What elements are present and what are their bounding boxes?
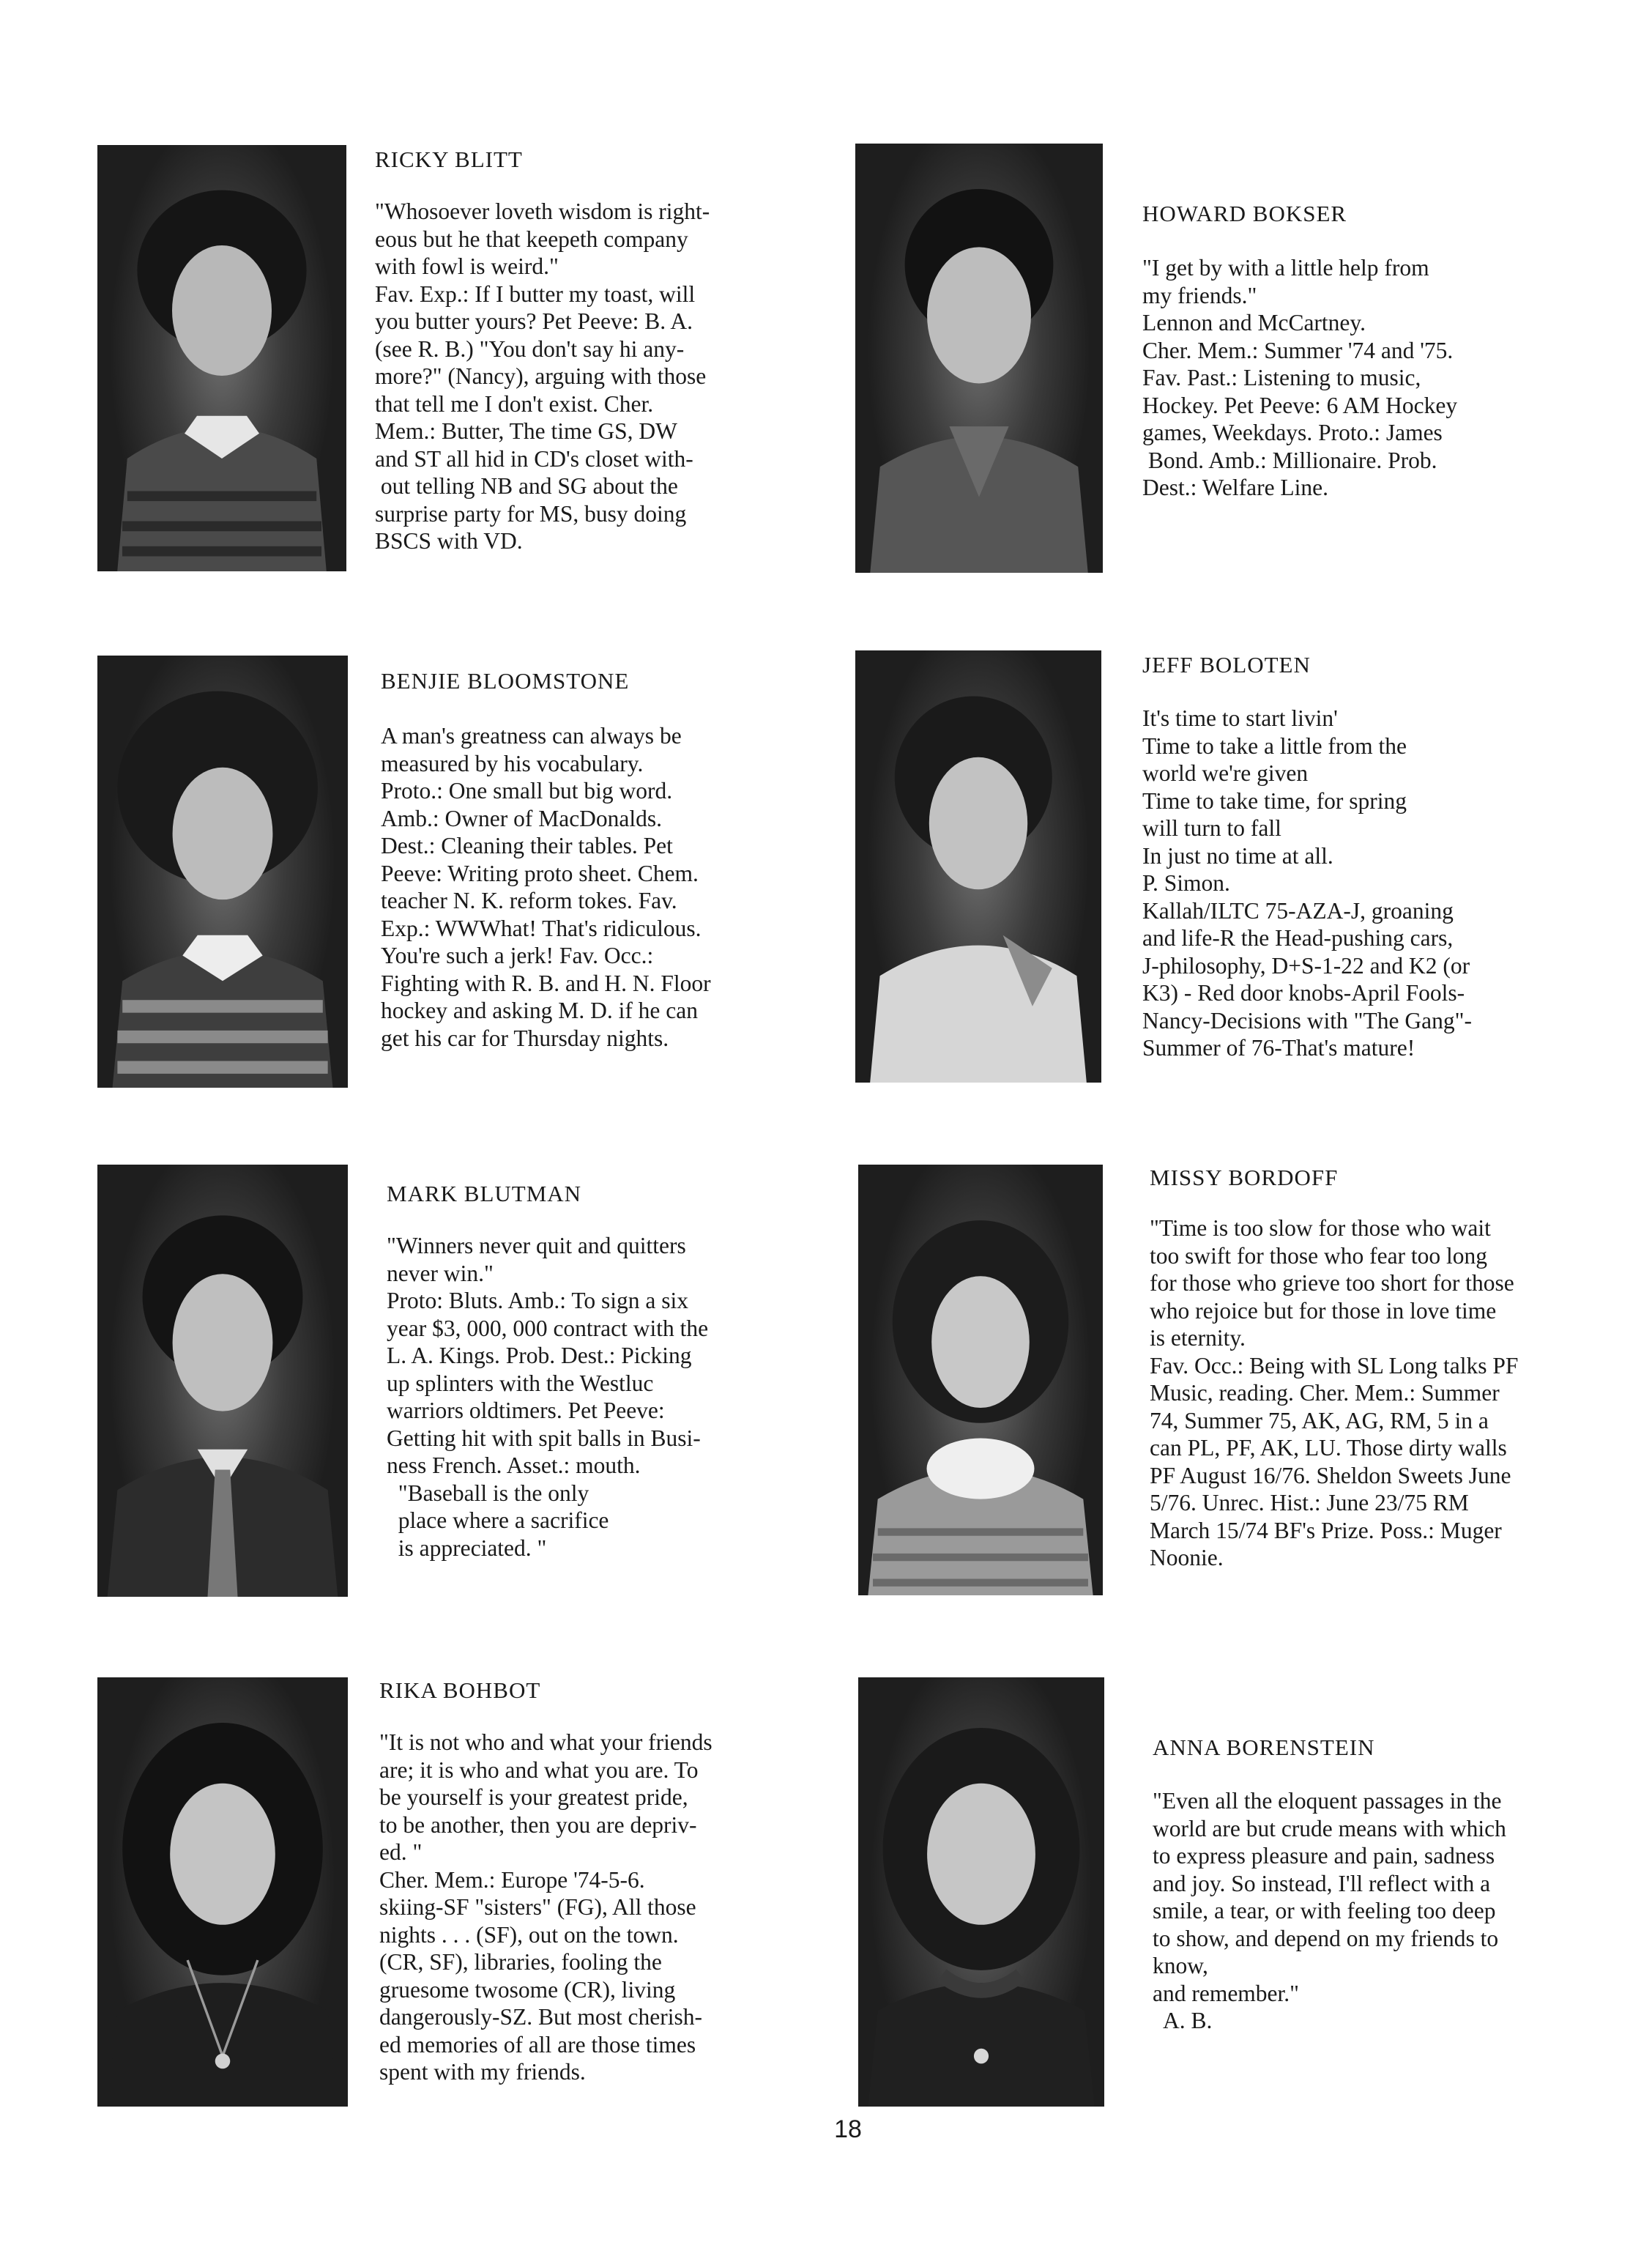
bio-line: year $3, 000, 000 contract with the bbox=[387, 1315, 709, 1341]
bio-line: Hockey. Pet Peeve: 6 AM Hockey bbox=[1142, 392, 1458, 418]
bio-line: 74, Summer 75, AK, AG, RM, 5 in a bbox=[1150, 1407, 1489, 1433]
bio-line: Peeve: Writing proto sheet. Chem. bbox=[381, 860, 699, 886]
bio-line: Noonie. bbox=[1150, 1545, 1224, 1570]
bio-line: Dest.: Cleaning their tables. Pet bbox=[381, 833, 673, 858]
portrait-photo-mark-blutman bbox=[97, 1165, 348, 1597]
bio-line: Lennon and McCartney. bbox=[1142, 310, 1366, 335]
student-entry-rika-bohbot bbox=[379, 1677, 712, 2086]
bio-line: Time to take a little from the bbox=[1142, 732, 1407, 759]
bio-line: Dest.: Welfare Line. bbox=[1142, 475, 1329, 500]
portrait-photo-anna-borenstein bbox=[858, 1677, 1104, 2107]
bio-line: with fowl is weird." bbox=[375, 253, 559, 279]
bio-line: be yourself is your greatest pride, bbox=[379, 1784, 688, 1810]
bio-line: (see R. B.) "You don't say hi any- bbox=[375, 335, 685, 362]
student-name: HOWARD BOKSER bbox=[1142, 201, 1347, 226]
portrait-photo-jeff-boloten bbox=[855, 650, 1101, 1083]
student-entry-mark-blutman bbox=[387, 1181, 708, 1562]
student-entry-benjie-bloomstone bbox=[381, 668, 711, 1052]
bio-line: are; it is who and what you are. To bbox=[379, 1756, 699, 1783]
bio-line: and life-R the Head-pushing cars, bbox=[1142, 925, 1454, 951]
bio-line: and remember." bbox=[1153, 1980, 1300, 2006]
bio-line: A man's greatness can always be bbox=[381, 723, 682, 749]
bio-line: you butter yours? Pet Peeve: B. A. bbox=[375, 308, 693, 334]
student-bio bbox=[1150, 1214, 1518, 1572]
bio-line: Fav. Past.: Listening to music, bbox=[1142, 365, 1421, 390]
page-number: 18 bbox=[834, 2115, 862, 2143]
bio-line: and joy. So instead, I'll reflect with a bbox=[1153, 1870, 1491, 1896]
bio-line: is appreciated. " bbox=[387, 1535, 547, 1561]
bio-line: "Whosoever loveth wisdom is right- bbox=[375, 198, 710, 224]
bio-line: can PL, PF, AK, LU. Those dirty walls bbox=[1150, 1435, 1507, 1461]
bio-line: dangerously-SZ. But most cherish- bbox=[379, 2004, 702, 2030]
bio-line: teacher N. K. reform tokes. Fav. bbox=[381, 888, 677, 913]
portrait-photo-rika-bohbot bbox=[97, 1677, 348, 2107]
bio-line: to express pleasure and pain, sadness bbox=[1153, 1843, 1495, 1869]
bio-line: skiing-SF "sisters" (FG), All those bbox=[379, 1894, 696, 1920]
bio-line: get his car for Thursday nights. bbox=[381, 1025, 669, 1051]
bio-line: Fighting with R. B. and H. N. Floor bbox=[381, 970, 711, 996]
bio-line: to be another, then you are depriv- bbox=[379, 1811, 697, 1838]
bio-line: Summer of 76-That's mature! bbox=[1142, 1035, 1415, 1061]
student-entry-jeff-boloten bbox=[1142, 652, 1472, 1062]
student-bio bbox=[381, 722, 711, 1052]
bio-line: gruesome twosome (CR), living bbox=[379, 1976, 676, 2003]
bio-line: Fav. Occ.: Being with SL Long talks PF bbox=[1150, 1352, 1519, 1379]
student-name: MARK BLUTMAN bbox=[387, 1181, 582, 1206]
bio-line: In just no time at all. bbox=[1142, 842, 1333, 869]
bio-line: world we're given bbox=[1142, 760, 1309, 786]
bio-line: eous but he that keepeth company bbox=[375, 226, 688, 252]
portrait-photo-ricky-blitt bbox=[97, 145, 346, 571]
portrait-photo-missy-bordoff bbox=[858, 1165, 1103, 1595]
bio-line: "Baseball is the only bbox=[387, 1480, 589, 1506]
bio-line: for those who grieve too short for those bbox=[1150, 1270, 1514, 1296]
portrait-photo-howard-bokser bbox=[855, 144, 1103, 573]
bio-line: too swift for those who fear too long bbox=[1150, 1242, 1488, 1269]
student-name: RIKA BOHBOT bbox=[379, 1677, 541, 1703]
bio-line: games, Weekdays. Proto.: James bbox=[1142, 420, 1443, 445]
bio-line: who rejoice but for those in love time bbox=[1150, 1297, 1497, 1324]
bio-line: Music, reading. Cher. Mem.: Summer bbox=[1150, 1380, 1500, 1406]
bio-line: J-philosophy, D+S-1-22 and K2 (or bbox=[1142, 952, 1470, 979]
student-name: BENJIE BLOOMSTONE bbox=[381, 668, 630, 694]
bio-line: Fav. Exp.: If I butter my toast, will bbox=[375, 281, 696, 307]
bio-line: Nancy-Decisions with "The Gang"- bbox=[1142, 1007, 1472, 1034]
bio-line: You're such a jerk! Fav. Occ.: bbox=[381, 943, 654, 968]
bio-line: is eternity. bbox=[1150, 1325, 1246, 1351]
bio-line: BSCS with VD. bbox=[375, 528, 523, 554]
bio-line: "Time is too slow for those who wait bbox=[1150, 1215, 1491, 1241]
bio-line: will turn to fall bbox=[1142, 815, 1281, 841]
bio-line: "Even all the eloquent passages in the bbox=[1153, 1788, 1502, 1814]
bio-line: and ST all hid in CD's closet with- bbox=[375, 445, 693, 472]
bio-line: Amb.: Owner of MacDonalds. bbox=[381, 805, 663, 831]
bio-line: spent with my friends. bbox=[379, 2059, 586, 2085]
bio-line: my friends." bbox=[1142, 282, 1257, 308]
bio-line: warriors oldtimers. Pet Peeve: bbox=[387, 1398, 665, 1423]
student-entry-ricky-blitt bbox=[375, 146, 710, 555]
bio-line: March 15/74 BF's Prize. Poss.: Muger bbox=[1150, 1517, 1502, 1543]
bio-line: L. A. Kings. Prob. Dest.: Picking bbox=[387, 1343, 692, 1368]
bio-line: It's time to start livin' bbox=[1142, 705, 1338, 731]
bio-line: Bond. Amb.: Millionaire. Prob. bbox=[1142, 447, 1437, 473]
student-name: RICKY BLITT bbox=[375, 146, 523, 172]
bio-line: smile, a tear, or with feeling too deep bbox=[1153, 1898, 1496, 1923]
bio-line: surprise party for MS, busy doing bbox=[375, 500, 687, 527]
bio-line: nights . . . (SF), out on the town. bbox=[379, 1921, 679, 1948]
student-entry-anna-borenstein bbox=[1153, 1734, 1506, 2035]
student-bio bbox=[375, 198, 710, 555]
bio-line: P. Simon. bbox=[1142, 870, 1230, 896]
bio-line: up splinters with the Westluc bbox=[387, 1370, 654, 1396]
student-bio bbox=[1142, 705, 1472, 1062]
bio-line: A. B. bbox=[1153, 2008, 1213, 2033]
bio-line: out telling NB and SG about the bbox=[375, 473, 678, 499]
bio-line: to show, and depend on my friends to bbox=[1153, 1925, 1499, 1951]
bio-line: ed. " bbox=[379, 1839, 423, 1865]
student-bio bbox=[379, 1729, 712, 2086]
bio-line: Proto: Bluts. Amb.: To sign a six bbox=[387, 1288, 689, 1313]
bio-line: K3) - Red door knobs-April Fools- bbox=[1142, 980, 1465, 1006]
bio-line: ness French. Asset.: mouth. bbox=[387, 1452, 641, 1478]
bio-line: Exp.: WWWhat! That's ridiculous. bbox=[381, 915, 702, 941]
portrait-photo-benjie-bloomstone bbox=[97, 656, 348, 1088]
bio-line: "It is not who and what your friends bbox=[379, 1729, 712, 1755]
student-name: JEFF BOLOTEN bbox=[1142, 652, 1311, 678]
bio-line: Proto.: One small but big word. bbox=[381, 778, 673, 804]
bio-line: hockey and asking M. D. if he can bbox=[381, 998, 699, 1023]
student-name: MISSY BORDOFF bbox=[1150, 1165, 1339, 1190]
bio-line: never win." bbox=[387, 1260, 494, 1286]
student-bio bbox=[1142, 254, 1457, 502]
bio-line: know, bbox=[1153, 1953, 1208, 1978]
bio-line: "Winners never quit and quitters bbox=[387, 1233, 686, 1258]
student-bio bbox=[1153, 1787, 1506, 2035]
bio-line: that tell me I don't exist. Cher. bbox=[375, 390, 654, 417]
bio-line: Getting hit with spit balls in Busi- bbox=[387, 1425, 701, 1451]
student-entry-missy-bordoff bbox=[1150, 1165, 1518, 1572]
bio-line: ed memories of all are those times bbox=[379, 2031, 696, 2058]
bio-line: (CR, SF), libraries, fooling the bbox=[379, 1949, 662, 1975]
bio-line: world are but crude means with which bbox=[1153, 1815, 1506, 1841]
student-bio bbox=[387, 1232, 708, 1562]
bio-line: Cher. Mem.: Europe '74-5-6. bbox=[379, 1866, 645, 1893]
bio-line: "I get by with a little help from bbox=[1142, 255, 1429, 281]
bio-line: Kallah/ILTC 75-AZA-J, groaning bbox=[1142, 897, 1454, 924]
bio-line: Time to take time, for spring bbox=[1142, 787, 1407, 814]
student-name: ANNA BORENSTEIN bbox=[1153, 1734, 1375, 1760]
bio-line: measured by his vocabulary. bbox=[381, 750, 644, 776]
bio-line: 5/76. Unrec. Hist.: June 23/75 RM bbox=[1150, 1490, 1469, 1515]
bio-line: Cher. Mem.: Summer '74 and '75. bbox=[1142, 337, 1454, 363]
bio-line: place where a sacrifice bbox=[387, 1507, 609, 1533]
bio-line: more?" (Nancy), arguing with those bbox=[375, 363, 707, 389]
bio-line: PF August 16/76. Sheldon Sweets June bbox=[1150, 1462, 1511, 1488]
bio-line: Mem.: Butter, The time GS, DW bbox=[375, 418, 677, 444]
student-entry-howard-bokser bbox=[1142, 201, 1457, 502]
